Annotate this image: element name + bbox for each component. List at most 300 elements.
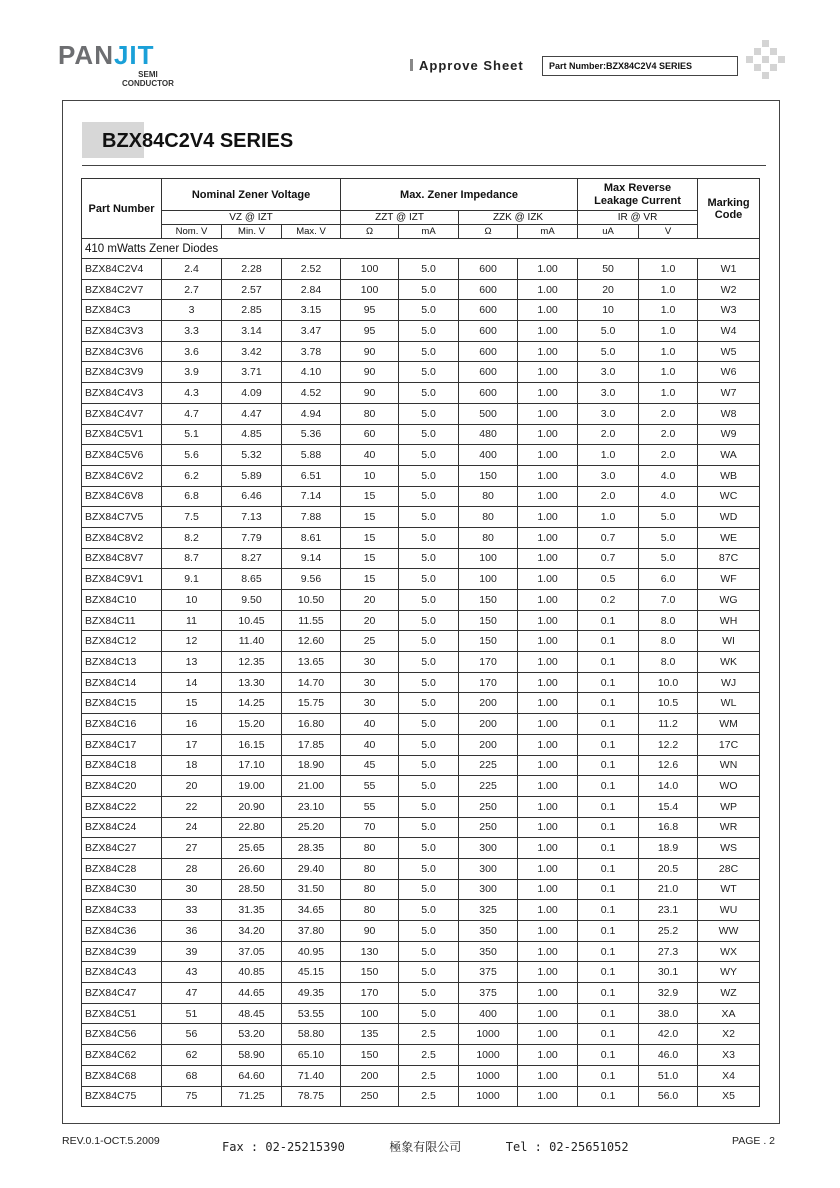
cell-zzk-ohm: 500	[459, 403, 518, 424]
cell-nom-v: 13	[162, 652, 222, 673]
cell-vr-v: 10.5	[639, 693, 698, 714]
cell-izk-ma: 1.00	[518, 362, 578, 383]
cell-nom-v: 11	[162, 610, 222, 631]
cell-vr-v: 5.0	[639, 548, 698, 569]
cell-min-v: 26.60	[222, 858, 282, 879]
cell-zzt-ohm: 15	[341, 507, 399, 528]
fax-number: Fax : 02-25215390	[222, 1140, 345, 1154]
cell-marking: WY	[698, 962, 760, 983]
cell-zzk-ohm: 600	[459, 279, 518, 300]
cell-marking: X4	[698, 1065, 760, 1086]
cell-izk-ma: 1.00	[518, 734, 578, 755]
cell-zzt-ohm: 60	[341, 424, 399, 445]
cell-min-v: 10.45	[222, 610, 282, 631]
cell-izk-ma: 1.00	[518, 486, 578, 507]
cell-min-v: 4.09	[222, 383, 282, 404]
header-marking-line-2: Code	[714, 208, 743, 221]
cell-izk-ma: 1.00	[518, 341, 578, 362]
cell-zzk-ohm: 1000	[459, 1024, 518, 1045]
part-number-box: Part Number:BZX84C2V4 SERIES	[542, 56, 738, 76]
cell-zzt-ohm: 40	[341, 445, 399, 466]
cell-izk-ma: 1.00	[518, 548, 578, 569]
cell-min-v: 9.50	[222, 590, 282, 611]
cell-zzk-ohm: 600	[459, 259, 518, 280]
cell-part: BZX84C75	[82, 1086, 162, 1107]
cell-max-v: 2.84	[282, 279, 341, 300]
header-max-reverse-leakage	[578, 179, 698, 211]
cell-max-v: 65.10	[282, 1045, 341, 1066]
cell-part: BZX84C20	[82, 776, 162, 797]
cell-marking: 87C	[698, 548, 760, 569]
cell-zzt-ohm: 30	[341, 652, 399, 673]
table-row	[82, 465, 760, 486]
cell-max-v: 16.80	[282, 714, 341, 735]
cell-zzk-ohm: 375	[459, 962, 518, 983]
cell-vr-v: 1.0	[639, 279, 698, 300]
cell-zzt-ohm: 40	[341, 734, 399, 755]
cell-zzk-ohm: 200	[459, 734, 518, 755]
cell-izk-ma: 1.00	[518, 527, 578, 548]
cell-izk-ma: 1.00	[518, 962, 578, 983]
cell-zzk-ohm: 600	[459, 362, 518, 383]
cell-marking: X5	[698, 1086, 760, 1107]
cell-izt-ma: 5.0	[399, 300, 459, 321]
cell-izt-ma: 5.0	[399, 755, 459, 776]
cell-part: BZX84C15	[82, 693, 162, 714]
cell-zzt-ohm: 10	[341, 465, 399, 486]
cell-max-v: 5.88	[282, 445, 341, 466]
cell-zzt-ohm: 90	[341, 362, 399, 383]
cell-nom-v: 9.1	[162, 569, 222, 590]
cell-zzt-ohm: 70	[341, 817, 399, 838]
cell-zzt-ohm: 90	[341, 921, 399, 942]
cell-izt-ma: 5.0	[399, 921, 459, 942]
cell-izk-ma: 1.00	[518, 941, 578, 962]
cell-min-v: 64.60	[222, 1065, 282, 1086]
cell-zzt-ohm: 95	[341, 300, 399, 321]
cell-izk-ma: 1.00	[518, 714, 578, 735]
cell-ir-ua: 0.1	[578, 652, 639, 673]
cell-nom-v: 39	[162, 941, 222, 962]
cell-zzt-ohm: 25	[341, 631, 399, 652]
cell-izt-ma: 5.0	[399, 1003, 459, 1024]
cell-min-v: 3.71	[222, 362, 282, 383]
cell-max-v: 14.70	[282, 672, 341, 693]
company-name: 極象有限公司	[389, 1140, 462, 1154]
table-row	[82, 321, 760, 342]
cell-ir-ua: 0.1	[578, 755, 639, 776]
cell-vr-v: 11.2	[639, 714, 698, 735]
cell-min-v: 37.05	[222, 941, 282, 962]
cell-min-v: 19.00	[222, 776, 282, 797]
table-row	[82, 486, 760, 507]
cell-zzt-ohm: 55	[341, 776, 399, 797]
table-row	[82, 548, 760, 569]
cell-max-v: 6.51	[282, 465, 341, 486]
cell-min-v: 28.50	[222, 879, 282, 900]
logo-sub-line-1: SEMI	[138, 70, 158, 79]
decorative-squares-icon	[746, 40, 786, 80]
cell-marking: XA	[698, 1003, 760, 1024]
cell-marking: WC	[698, 486, 760, 507]
cell-izt-ma: 5.0	[399, 900, 459, 921]
cell-izk-ma: 1.00	[518, 838, 578, 859]
cell-marking: W8	[698, 403, 760, 424]
header-marking-code	[698, 179, 760, 239]
cell-izt-ma: 2.5	[399, 1024, 459, 1045]
table-row	[82, 403, 760, 424]
cell-max-v: 49.35	[282, 983, 341, 1004]
cell-zzt-ohm: 80	[341, 900, 399, 921]
title-divider	[82, 165, 766, 166]
cell-izk-ma: 1.00	[518, 424, 578, 445]
cell-vr-v: 25.2	[639, 921, 698, 942]
table-row	[82, 445, 760, 466]
cell-part: BZX84C9V1	[82, 569, 162, 590]
cell-zzt-ohm: 80	[341, 403, 399, 424]
cell-izk-ma: 1.00	[518, 507, 578, 528]
cell-max-v: 17.85	[282, 734, 341, 755]
cell-marking: 28C	[698, 858, 760, 879]
cell-nom-v: 33	[162, 900, 222, 921]
cell-vr-v: 4.0	[639, 486, 698, 507]
cell-marking: W5	[698, 341, 760, 362]
cell-nom-v: 2.7	[162, 279, 222, 300]
table-row	[82, 1065, 760, 1086]
cell-marking: WJ	[698, 672, 760, 693]
cell-marking: WE	[698, 527, 760, 548]
table-row	[82, 569, 760, 590]
section-label: 410 mWatts Zener Diodes	[82, 239, 760, 259]
cell-zzk-ohm: 325	[459, 900, 518, 921]
cell-max-v: 28.35	[282, 838, 341, 859]
cell-part: BZX84C12	[82, 631, 162, 652]
cell-ir-ua: 0.1	[578, 693, 639, 714]
cell-max-v: 3.47	[282, 321, 341, 342]
cell-marking: W3	[698, 300, 760, 321]
table-row	[82, 900, 760, 921]
table-row	[82, 362, 760, 383]
cell-zzt-ohm: 20	[341, 610, 399, 631]
cell-ir-ua: 0.1	[578, 858, 639, 879]
header-max-reverse-line-1: Max Reverse	[603, 181, 672, 194]
cell-max-v: 4.10	[282, 362, 341, 383]
cell-vr-v: 1.0	[639, 300, 698, 321]
cell-zzt-ohm: 135	[341, 1024, 399, 1045]
cell-zzk-ohm: 150	[459, 610, 518, 631]
table-row	[82, 693, 760, 714]
cell-zzk-ohm: 600	[459, 321, 518, 342]
cell-max-v: 9.14	[282, 548, 341, 569]
cell-zzk-ohm: 200	[459, 714, 518, 735]
cell-izk-ma: 1.00	[518, 403, 578, 424]
table-row	[82, 1024, 760, 1045]
cell-vr-v: 38.0	[639, 1003, 698, 1024]
cell-zzt-ohm: 15	[341, 527, 399, 548]
cell-zzt-ohm: 170	[341, 983, 399, 1004]
cell-part: BZX84C5V6	[82, 445, 162, 466]
header-part-number: Part Number	[82, 179, 162, 239]
cell-ir-ua: 5.0	[578, 341, 639, 362]
unit-header: uA	[578, 225, 639, 239]
cell-min-v: 16.15	[222, 734, 282, 755]
cell-ir-ua: 1.0	[578, 445, 639, 466]
cell-part: BZX84C62	[82, 1045, 162, 1066]
cell-part: BZX84C4V7	[82, 403, 162, 424]
cell-part: BZX84C13	[82, 652, 162, 673]
cell-zzk-ohm: 1000	[459, 1045, 518, 1066]
cell-zzk-ohm: 100	[459, 569, 518, 590]
cell-zzk-ohm: 600	[459, 341, 518, 362]
header-max-reverse-line-2: Leakage Current	[594, 194, 681, 207]
cell-nom-v: 3.9	[162, 362, 222, 383]
cell-marking: WK	[698, 652, 760, 673]
cell-nom-v: 75	[162, 1086, 222, 1107]
cell-vr-v: 12.2	[639, 734, 698, 755]
cell-zzt-ohm: 40	[341, 714, 399, 735]
cell-min-v: 7.13	[222, 507, 282, 528]
cell-izt-ma: 5.0	[399, 983, 459, 1004]
cell-zzk-ohm: 400	[459, 1003, 518, 1024]
cell-marking: WR	[698, 817, 760, 838]
cell-min-v: 20.90	[222, 796, 282, 817]
cell-part: BZX84C22	[82, 796, 162, 817]
cell-izt-ma: 5.0	[399, 590, 459, 611]
cell-zzt-ohm: 55	[341, 796, 399, 817]
cell-max-v: 37.80	[282, 921, 341, 942]
cell-nom-v: 5.1	[162, 424, 222, 445]
cell-max-v: 4.94	[282, 403, 341, 424]
cell-vr-v: 6.0	[639, 569, 698, 590]
cell-izk-ma: 1.00	[518, 879, 578, 900]
cell-part: BZX84C27	[82, 838, 162, 859]
cell-ir-ua: 1.0	[578, 507, 639, 528]
cell-vr-v: 2.0	[639, 445, 698, 466]
cell-zzt-ohm: 200	[341, 1065, 399, 1086]
cell-max-v: 29.40	[282, 858, 341, 879]
cell-nom-v: 8.2	[162, 527, 222, 548]
cell-izt-ma: 5.0	[399, 631, 459, 652]
cell-nom-v: 20	[162, 776, 222, 797]
cell-izk-ma: 1.00	[518, 817, 578, 838]
cell-marking: WD	[698, 507, 760, 528]
cell-zzt-ohm: 20	[341, 590, 399, 611]
cell-ir-ua: 0.1	[578, 921, 639, 942]
table-row	[82, 879, 760, 900]
cell-part: BZX84C36	[82, 921, 162, 942]
cell-izt-ma: 5.0	[399, 548, 459, 569]
cell-izk-ma: 1.00	[518, 858, 578, 879]
cell-max-v: 4.52	[282, 383, 341, 404]
cell-zzt-ohm: 130	[341, 941, 399, 962]
cell-izt-ma: 5.0	[399, 403, 459, 424]
cell-zzt-ohm: 150	[341, 1045, 399, 1066]
cell-ir-ua: 20	[578, 279, 639, 300]
cell-nom-v: 16	[162, 714, 222, 735]
cell-part: BZX84C43	[82, 962, 162, 983]
cell-zzk-ohm: 225	[459, 755, 518, 776]
table-row	[82, 1003, 760, 1024]
cell-min-v: 34.20	[222, 921, 282, 942]
cell-marking: WF	[698, 569, 760, 590]
cell-marking: 17C	[698, 734, 760, 755]
cell-zzk-ohm: 350	[459, 921, 518, 942]
header-nominal-zener-voltage: Nominal Zener Voltage	[162, 179, 341, 211]
cell-izk-ma: 1.00	[518, 259, 578, 280]
cell-max-v: 7.88	[282, 507, 341, 528]
cell-min-v: 12.35	[222, 652, 282, 673]
table-row	[82, 590, 760, 611]
cell-max-v: 11.55	[282, 610, 341, 631]
cell-zzt-ohm: 95	[341, 321, 399, 342]
cell-izt-ma: 5.0	[399, 486, 459, 507]
cell-nom-v: 47	[162, 983, 222, 1004]
revision-label: REV.0.1-OCT.5.2009	[62, 1135, 160, 1147]
cell-ir-ua: 0.1	[578, 1086, 639, 1107]
cell-max-v: 53.55	[282, 1003, 341, 1024]
cell-ir-ua: 0.1	[578, 1003, 639, 1024]
cell-marking: W6	[698, 362, 760, 383]
cell-part: BZX84C6V8	[82, 486, 162, 507]
cell-zzk-ohm: 80	[459, 507, 518, 528]
cell-part: BZX84C14	[82, 672, 162, 693]
cell-min-v: 2.28	[222, 259, 282, 280]
table-row	[82, 631, 760, 652]
cell-ir-ua: 0.1	[578, 941, 639, 962]
contact-line	[222, 1138, 629, 1155]
cell-ir-ua: 3.0	[578, 465, 639, 486]
cell-nom-v: 12	[162, 631, 222, 652]
table-row	[82, 755, 760, 776]
cell-zzt-ohm: 15	[341, 548, 399, 569]
cell-izk-ma: 1.00	[518, 321, 578, 342]
cell-izk-ma: 1.00	[518, 1024, 578, 1045]
cell-ir-ua: 0.7	[578, 527, 639, 548]
cell-part: BZX84C47	[82, 983, 162, 1004]
table-row	[82, 507, 760, 528]
approve-sheet-label	[410, 58, 524, 73]
cell-nom-v: 17	[162, 734, 222, 755]
cell-part: BZX84C56	[82, 1024, 162, 1045]
cell-part: BZX84C3V9	[82, 362, 162, 383]
cell-marking: WG	[698, 590, 760, 611]
cell-nom-v: 15	[162, 693, 222, 714]
table-row	[82, 527, 760, 548]
header-marking-line-1: Marking	[707, 196, 750, 209]
cell-marking: WA	[698, 445, 760, 466]
cell-zzt-ohm: 100	[341, 1003, 399, 1024]
cell-max-v: 13.65	[282, 652, 341, 673]
cell-min-v: 44.65	[222, 983, 282, 1004]
cell-vr-v: 5.0	[639, 507, 698, 528]
cell-vr-v: 7.0	[639, 590, 698, 611]
cell-vr-v: 15.4	[639, 796, 698, 817]
cell-part: BZX84C2V7	[82, 279, 162, 300]
table-row	[82, 300, 760, 321]
cell-min-v: 4.85	[222, 424, 282, 445]
cell-max-v: 78.75	[282, 1086, 341, 1107]
cell-min-v: 5.89	[222, 465, 282, 486]
logo-pan: PAN	[58, 40, 114, 70]
cell-max-v: 23.10	[282, 796, 341, 817]
cell-max-v: 3.15	[282, 300, 341, 321]
cell-zzt-ohm: 30	[341, 672, 399, 693]
cell-zzk-ohm: 225	[459, 776, 518, 797]
cell-vr-v: 20.5	[639, 858, 698, 879]
cell-izt-ma: 5.0	[399, 465, 459, 486]
cell-ir-ua: 3.0	[578, 403, 639, 424]
logo-sub-line-2: CONDUCTOR	[122, 79, 174, 88]
cell-part: BZX84C28	[82, 858, 162, 879]
cell-nom-v: 6.2	[162, 465, 222, 486]
table-row	[82, 714, 760, 735]
cell-izk-ma: 1.00	[518, 755, 578, 776]
cell-marking: WW	[698, 921, 760, 942]
cell-nom-v: 27	[162, 838, 222, 859]
cell-nom-v: 56	[162, 1024, 222, 1045]
table-row	[82, 341, 760, 362]
cell-part: BZX84C3V3	[82, 321, 162, 342]
cell-min-v: 2.57	[222, 279, 282, 300]
unit-header: V	[639, 225, 698, 239]
cell-izk-ma: 1.00	[518, 569, 578, 590]
table-row	[82, 838, 760, 859]
cell-part: BZX84C10	[82, 590, 162, 611]
cell-vr-v: 12.6	[639, 755, 698, 776]
cell-zzk-ohm: 600	[459, 383, 518, 404]
cell-zzk-ohm: 80	[459, 486, 518, 507]
cell-part: BZX84C7V5	[82, 507, 162, 528]
cell-part: BZX84C51	[82, 1003, 162, 1024]
cell-zzk-ohm: 100	[459, 548, 518, 569]
cell-marking: W2	[698, 279, 760, 300]
cell-ir-ua: 0.1	[578, 776, 639, 797]
cell-marking: W4	[698, 321, 760, 342]
cell-ir-ua: 0.1	[578, 734, 639, 755]
cell-ir-ua: 0.5	[578, 569, 639, 590]
cell-ir-ua: 0.1	[578, 817, 639, 838]
cell-zzk-ohm: 400	[459, 445, 518, 466]
cell-zzk-ohm: 170	[459, 652, 518, 673]
cell-zzk-ohm: 250	[459, 796, 518, 817]
cell-izt-ma: 2.5	[399, 1086, 459, 1107]
cell-max-v: 18.90	[282, 755, 341, 776]
cell-nom-v: 3.6	[162, 341, 222, 362]
cell-vr-v: 16.8	[639, 817, 698, 838]
table-row	[82, 921, 760, 942]
cell-max-v: 45.15	[282, 962, 341, 983]
cell-izt-ma: 5.0	[399, 693, 459, 714]
cell-izt-ma: 5.0	[399, 507, 459, 528]
cell-ir-ua: 0.2	[578, 590, 639, 611]
cell-izt-ma: 5.0	[399, 776, 459, 797]
cell-ir-ua: 2.0	[578, 424, 639, 445]
cell-min-v: 7.79	[222, 527, 282, 548]
cell-max-v: 31.50	[282, 879, 341, 900]
table-row	[82, 858, 760, 879]
cell-vr-v: 8.0	[639, 610, 698, 631]
cell-min-v: 3.42	[222, 341, 282, 362]
cell-zzt-ohm: 100	[341, 259, 399, 280]
cell-vr-v: 8.0	[639, 631, 698, 652]
cell-zzt-ohm: 15	[341, 569, 399, 590]
cell-zzk-ohm: 300	[459, 879, 518, 900]
cell-zzk-ohm: 150	[459, 631, 518, 652]
cell-zzt-ohm: 250	[341, 1086, 399, 1107]
cell-part: BZX84C6V2	[82, 465, 162, 486]
subheader-zzk-at-izk: ZZK @ IZK	[459, 211, 578, 225]
cell-max-v: 12.60	[282, 631, 341, 652]
